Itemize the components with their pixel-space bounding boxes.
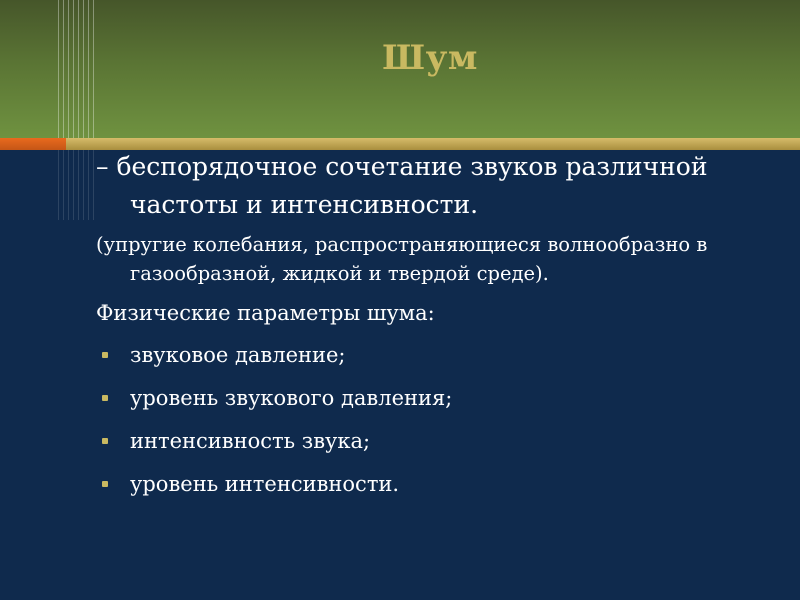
accent-bar-orange bbox=[0, 138, 66, 150]
note-text: (упругие колебания, распространяющиеся волнообразно в газообразной, жидкой и твердой среде). bbox=[96, 233, 708, 285]
list-item-text: звуковое давление; bbox=[130, 343, 346, 367]
list-item bbox=[96, 377, 776, 420]
decorative-stripes-lower bbox=[58, 150, 94, 220]
params-list bbox=[96, 334, 776, 506]
bullet-icon bbox=[102, 481, 108, 487]
list-item-text: уровень интенсивности. bbox=[130, 472, 400, 496]
list-item bbox=[96, 463, 776, 506]
params-label: Физические параметры шума: bbox=[96, 301, 435, 325]
list-item bbox=[96, 420, 776, 463]
bullet-icon bbox=[102, 352, 108, 358]
slide-title: Шум bbox=[382, 38, 478, 78]
slide-body bbox=[96, 148, 776, 506]
bullet-icon bbox=[102, 395, 108, 401]
definition-text: – беспорядочное сочетание звуков различной частоты и интенсивности. bbox=[96, 152, 708, 219]
list-item-text: интенсивность звука; bbox=[130, 429, 371, 453]
list-item bbox=[96, 334, 776, 377]
list-item-text: уровень звукового давления; bbox=[130, 386, 453, 410]
bullet-icon bbox=[102, 438, 108, 444]
